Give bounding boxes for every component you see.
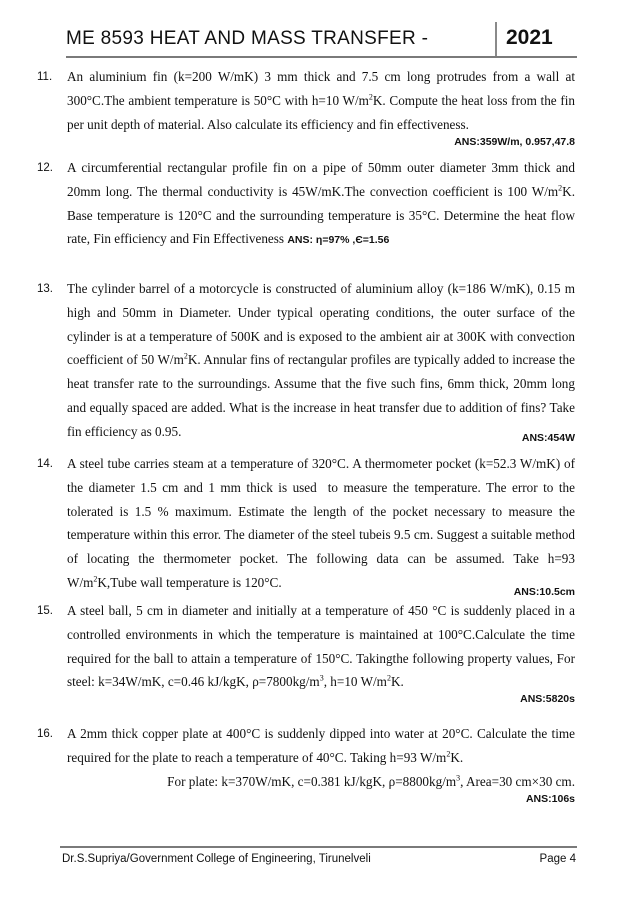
header-rule [66,56,577,58]
question-number: 16. [37,728,53,740]
question-text: A 2mm thick copper plate at 400°C is suddenly dipped into water at 20°C. Calculate the time required for the plate to reach a temperature of 40°C. Taking h=93 $W/m^2K$. [67,726,575,765]
header-year: 2021 [506,26,553,49]
answer-label: ANS:454W [521,432,575,444]
header-divider [495,22,497,56]
question-number: 14. [37,458,53,470]
page-header [66,22,576,58]
answer-label: ANS:10.5cm [513,586,575,598]
question-text: The cylinder barrel of a motorcycle is constructed of aluminium alloy (k=186 W/mK), 0.15 m high and 50mm in Diameter. Under typical operating conditions, the outer surface of the cylinder is at a temperature of 500K and is exposed to the ambient air at 300K with convection coefficient of 50 $W/m^2K$. Annular fins of rectangular profiles are typically added to increase the heat transfer rate to the surroundings. Assume that the five such fins, 6mm thick, 20mm long and equally spaced are added. What is the increase in heat transfer due to addition of fins? Take fin efficiency as 0.95. [67,281,575,439]
question-text: An aluminium fin (k=200 W/mK) 3 mm thick and 7.5 cm long protrudes from a wall at 300°C.The ambient temperature is 50°C with h=10 $W/m^2K$. Compute the heat loss from the fin per unit depth of material. Also calculate its efficiency and fin effectiveness. [67,69,575,132]
question-text: A circumferential rectangular profile fin on a pipe of 50mm outer diameter 3mm thick and 20mm long. The thermal conductivity is 45W/mK.The convection coefficient is 100 $W/m^2K$. Base temperature is 120°C and the surrounding temperature is 35°C. Determine the heat flow rate, Fin efficiency and Fin Effectiveness ANS: η=97% ,Є=1.56 [67,160,575,247]
question-text: A steel ball, 5 cm in diameter and initially at a temperature of 450 °C is suddenly placed in a controlled environments in which the temperature is maintained at 100°C.Calculate the time required for the ball to attain a temperature of 150°C. Takingthe following property values, For steel: k=34W/mK, c=0.46 kJ/kgK, $\rho=7800kg/m^3$, h=10 $W/m^2K$. [67,603,575,690]
footer-author: Dr.S.Supriya/Government College of Engineering, Tirunelveli [62,853,371,865]
answer-label: ANS:106s [525,793,575,805]
question-text-secondary: For plate: k=370W/mK, c=0.381 kJ/kgK, $\rho=8800kg/m^3$, Area=30 cm×30 cm. [167,773,575,789]
footer-rule [60,846,577,848]
question-text: A steel tube carries steam at a temperature of 320°C. A thermometer pocket (k=52.3 W/mK) of the diameter 1.5 cm and 1 mm thick is used to measure the temperature. The error to the tolerated is 1.5 % maximum. Estimate the length of the pocket necessary to measure the temperature within this error. The diameter of the steel tubeis 9.5 cm. Suggest a suitable method of locating the thermometer pocket. The following data can be assumed. Take h=93 $W/m^2K,Tube$ wall temperature is 120°C. [67,456,575,590]
header-title: ME 8593 HEAT AND MASS TRANSFER - [66,28,429,49]
footer-page-number: Page 4 [539,853,576,865]
answer-label: ANS:359W/m, 0.957,47.8 [454,136,575,148]
answer-label: ANS: η=97% ,Є=1.56 [287,234,390,247]
answer-label: ANS:5820s [520,693,575,705]
question-number: 13. [37,283,53,295]
question-number: 11. [37,71,53,83]
question-number: 15. [37,605,53,617]
question-number: 12. [37,162,53,174]
